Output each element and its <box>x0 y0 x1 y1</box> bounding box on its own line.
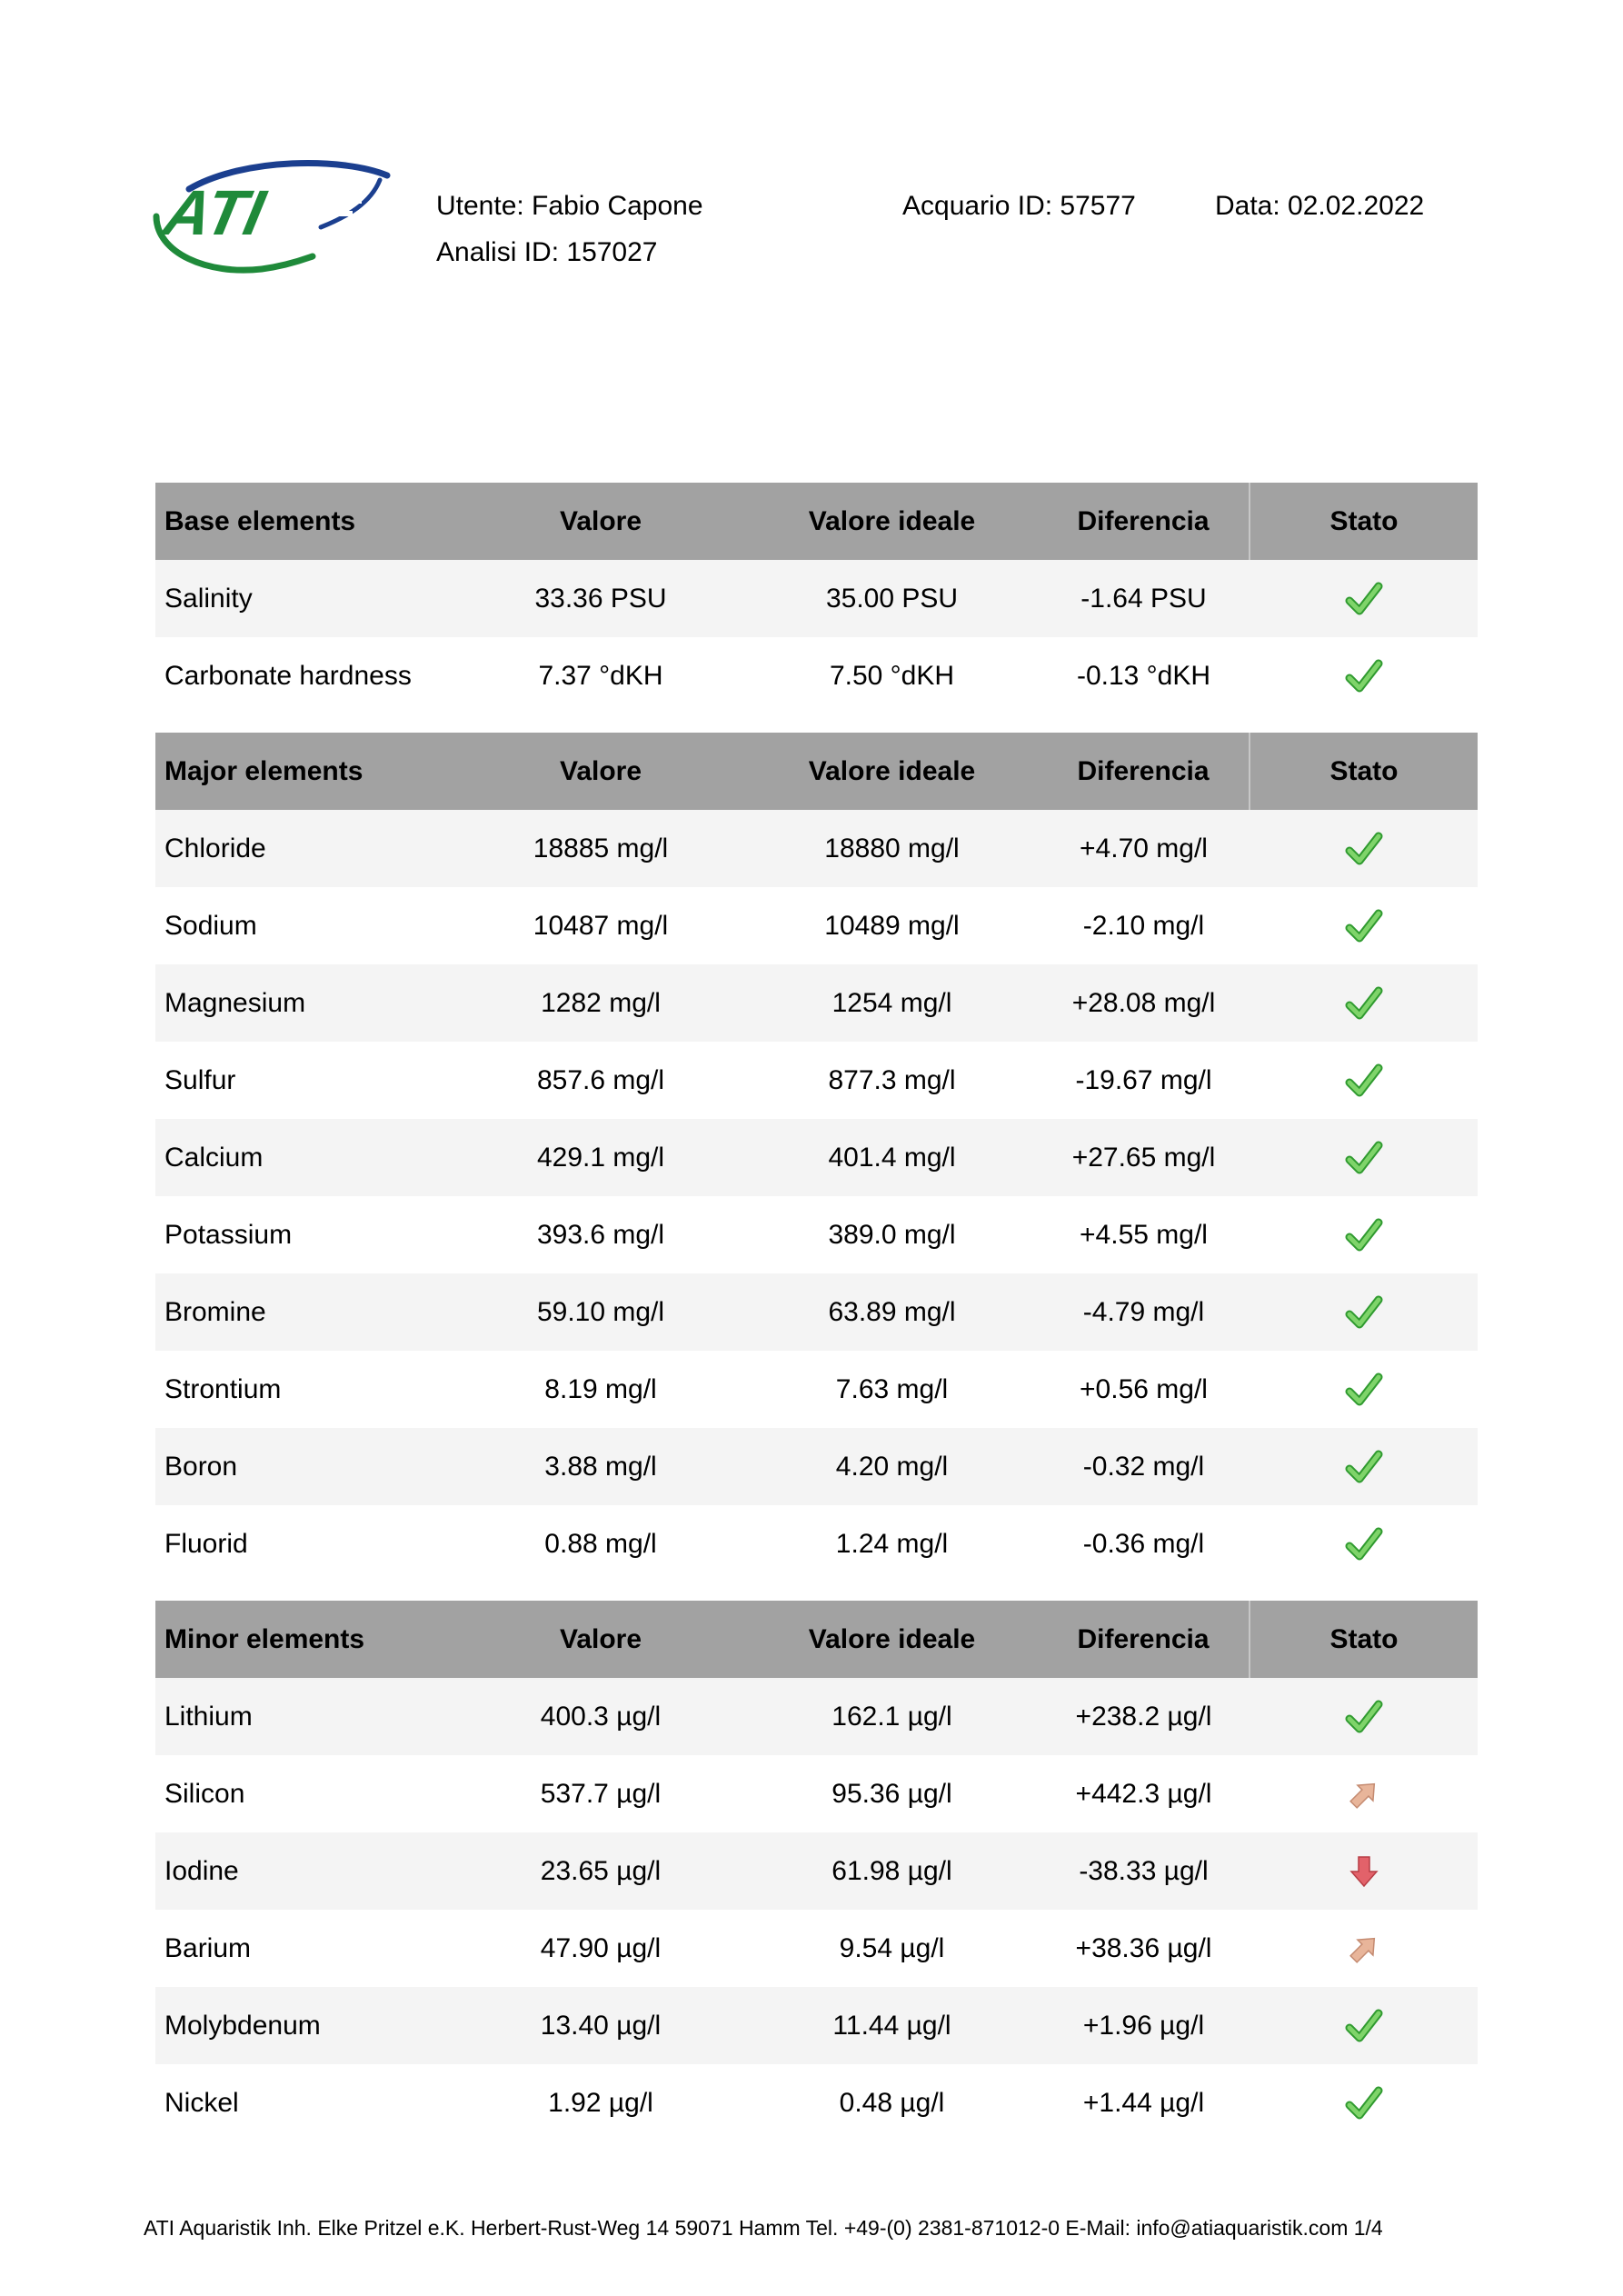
element-value: 0.88 mg/l <box>455 1505 746 1582</box>
table-row <box>155 1987 1478 2064</box>
element-name: Magnesium <box>155 964 455 1042</box>
element-ideal: 401.4 mg/l <box>746 1119 1038 1196</box>
status-cell <box>1250 1505 1478 1582</box>
results-table <box>155 483 1478 2141</box>
status-cell <box>1250 1755 1478 1832</box>
status-cell <box>1250 1042 1478 1119</box>
section-title: Major elements <box>155 733 455 810</box>
element-value: 10487 mg/l <box>455 887 746 964</box>
element-diff: +1.44 µg/l <box>1038 2064 1250 2141</box>
element-diff: -19.67 mg/l <box>1038 1042 1250 1119</box>
status-cell <box>1250 1273 1478 1351</box>
arrow-up-right-icon <box>1344 1774 1384 1814</box>
element-value: 1.92 µg/l <box>455 2064 746 2141</box>
report-date: Data: 02.02.2022 <box>1215 191 1425 221</box>
check-icon <box>1344 1215 1384 1255</box>
section-header <box>155 733 1478 810</box>
element-value: 23.65 µg/l <box>455 1832 746 1910</box>
check-icon <box>1344 579 1384 619</box>
section-title: Minor elements <box>155 1601 455 1678</box>
element-diff: +27.65 mg/l <box>1038 1119 1250 1196</box>
table-row <box>155 1196 1478 1273</box>
element-diff: -0.36 mg/l <box>1038 1505 1250 1582</box>
table-row <box>155 2064 1478 2141</box>
element-name: Silicon <box>155 1755 455 1832</box>
element-name: Nickel <box>155 2064 455 2141</box>
table-row <box>155 1505 1478 1582</box>
status-cell <box>1250 1987 1478 2064</box>
column-header-ideal: Valore ideale <box>746 733 1038 810</box>
arrow-up-right-icon <box>1344 1929 1384 1969</box>
analysis-id: Analisi ID: 157027 <box>436 237 658 267</box>
arrow-down-icon <box>1344 1852 1384 1892</box>
table-row <box>155 1832 1478 1910</box>
element-diff: +0.56 mg/l <box>1038 1351 1250 1428</box>
status-cell <box>1250 1351 1478 1428</box>
element-name: Carbonate hardness <box>155 637 455 714</box>
status-cell <box>1250 1910 1478 1987</box>
status-cell <box>1250 1196 1478 1273</box>
section-spacer <box>155 1582 1478 1601</box>
element-ideal: 4.20 mg/l <box>746 1428 1038 1505</box>
element-ideal: 61.98 µg/l <box>746 1832 1038 1910</box>
status-cell <box>1250 560 1478 637</box>
table-row <box>155 1351 1478 1428</box>
column-header-value: Valore <box>455 483 746 560</box>
check-icon <box>1344 1061 1384 1101</box>
element-ideal: 10489 mg/l <box>746 887 1038 964</box>
status-cell <box>1250 887 1478 964</box>
status-cell <box>1250 1428 1478 1505</box>
element-name: Fluorid <box>155 1505 455 1582</box>
element-ideal: 162.1 µg/l <box>746 1678 1038 1755</box>
check-icon <box>1344 1447 1384 1487</box>
element-value: 33.36 PSU <box>455 560 746 637</box>
check-icon <box>1344 829 1384 869</box>
table-row <box>155 964 1478 1042</box>
element-value: 47.90 µg/l <box>455 1910 746 1987</box>
user-name: Utente: Fabio Capone <box>436 191 703 221</box>
element-ideal: 7.63 mg/l <box>746 1351 1038 1428</box>
element-diff: -4.79 mg/l <box>1038 1273 1250 1351</box>
element-name: Chloride <box>155 810 455 887</box>
element-name: Sodium <box>155 887 455 964</box>
element-diff: -38.33 µg/l <box>1038 1832 1250 1910</box>
column-header-value: Valore <box>455 1601 746 1678</box>
element-value: 59.10 mg/l <box>455 1273 746 1351</box>
element-diff: +1.96 µg/l <box>1038 1987 1250 2064</box>
column-header-ideal: Valore ideale <box>746 1601 1038 1678</box>
element-ideal: 1254 mg/l <box>746 964 1038 1042</box>
element-ideal: 7.50 °dKH <box>746 637 1038 714</box>
check-icon <box>1344 1138 1384 1178</box>
column-header-status: Stato <box>1250 1601 1478 1678</box>
status-cell <box>1250 1678 1478 1755</box>
element-name: Calcium <box>155 1119 455 1196</box>
element-diff: -1.64 PSU <box>1038 560 1250 637</box>
element-value: 393.6 mg/l <box>455 1196 746 1273</box>
footer-address: ATI Aquaristik Inh. Elke Pritzel e.K. Herbert-Rust-Weg 14 59071 Hamm Tel. +49-(0) 2381-871012-0 E-Mail: info@atiaquaristik.com 1/4 <box>144 2216 1383 2240</box>
status-cell <box>1250 1832 1478 1910</box>
table-row <box>155 810 1478 887</box>
element-ideal: 0.48 µg/l <box>746 2064 1038 2141</box>
element-diff: +38.36 µg/l <box>1038 1910 1250 1987</box>
status-cell <box>1250 637 1478 714</box>
element-value: 429.1 mg/l <box>455 1119 746 1196</box>
element-ideal: 9.54 µg/l <box>746 1910 1038 1987</box>
element-ideal: 389.0 mg/l <box>746 1196 1038 1273</box>
element-ideal: 877.3 mg/l <box>746 1042 1038 1119</box>
status-cell <box>1250 964 1478 1042</box>
element-name: Sulfur <box>155 1042 455 1119</box>
table-row <box>155 1273 1478 1351</box>
element-diff: +4.70 mg/l <box>1038 810 1250 887</box>
section-header <box>155 1601 1478 1678</box>
element-ideal: 35.00 PSU <box>746 560 1038 637</box>
check-icon <box>1344 1370 1384 1410</box>
status-cell <box>1250 1119 1478 1196</box>
table-row <box>155 887 1478 964</box>
check-icon <box>1344 1524 1384 1564</box>
table-row <box>155 1678 1478 1755</box>
element-name: Salinity <box>155 560 455 637</box>
element-value: 400.3 µg/l <box>455 1678 746 1755</box>
aquarium-id: Acquario ID: 57577 <box>902 191 1136 221</box>
element-diff: -0.13 °dKH <box>1038 637 1250 714</box>
element-name: Boron <box>155 1428 455 1505</box>
element-name: Iodine <box>155 1832 455 1910</box>
column-header-diff: Diferencia <box>1038 483 1250 560</box>
status-cell <box>1250 2064 1478 2141</box>
table-row <box>155 637 1478 714</box>
column-header-diff: Diferencia <box>1038 1601 1250 1678</box>
element-ideal: 95.36 µg/l <box>746 1755 1038 1832</box>
check-icon <box>1344 2006 1384 2046</box>
element-diff: +28.08 mg/l <box>1038 964 1250 1042</box>
element-diff: +238.2 µg/l <box>1038 1678 1250 1755</box>
element-ideal: 11.44 µg/l <box>746 1987 1038 2064</box>
element-name: Strontium <box>155 1351 455 1428</box>
column-header-diff: Diferencia <box>1038 733 1250 810</box>
table-row <box>155 1042 1478 1119</box>
ati-logo <box>153 153 393 276</box>
check-icon <box>1344 906 1384 946</box>
section-title: Base elements <box>155 483 455 560</box>
element-name: Bromine <box>155 1273 455 1351</box>
check-icon <box>1344 983 1384 1023</box>
check-icon <box>1344 2083 1384 2123</box>
element-value: 537.7 µg/l <box>455 1755 746 1832</box>
element-diff: +4.55 mg/l <box>1038 1196 1250 1273</box>
section-header <box>155 483 1478 560</box>
check-icon <box>1344 1697 1384 1737</box>
element-ideal: 1.24 mg/l <box>746 1505 1038 1582</box>
logo-text: ATI <box>157 176 271 248</box>
table-row <box>155 560 1478 637</box>
table-row <box>155 1119 1478 1196</box>
section-spacer <box>155 714 1478 733</box>
element-value: 13.40 µg/l <box>455 1987 746 2064</box>
element-value: 1282 mg/l <box>455 964 746 1042</box>
element-diff: +442.3 µg/l <box>1038 1755 1250 1832</box>
table-row <box>155 1910 1478 1987</box>
check-icon <box>1344 1293 1384 1333</box>
column-header-value: Valore <box>455 733 746 810</box>
check-icon <box>1344 656 1384 696</box>
element-ideal: 63.89 mg/l <box>746 1273 1038 1351</box>
element-name: Barium <box>155 1910 455 1987</box>
element-value: 857.6 mg/l <box>455 1042 746 1119</box>
column-header-ideal: Valore ideale <box>746 483 1038 560</box>
column-header-status: Stato <box>1250 733 1478 810</box>
element-value: 7.37 °dKH <box>455 637 746 714</box>
element-name: Potassium <box>155 1196 455 1273</box>
status-cell <box>1250 810 1478 887</box>
table-row <box>155 1428 1478 1505</box>
element-diff: -0.32 mg/l <box>1038 1428 1250 1505</box>
element-name: Molybdenum <box>155 1987 455 2064</box>
element-name: Lithium <box>155 1678 455 1755</box>
element-value: 8.19 mg/l <box>455 1351 746 1428</box>
element-value: 3.88 mg/l <box>455 1428 746 1505</box>
element-diff: -2.10 mg/l <box>1038 887 1250 964</box>
element-value: 18885 mg/l <box>455 810 746 887</box>
column-header-status: Stato <box>1250 483 1478 560</box>
element-ideal: 18880 mg/l <box>746 810 1038 887</box>
table-row <box>155 1755 1478 1832</box>
